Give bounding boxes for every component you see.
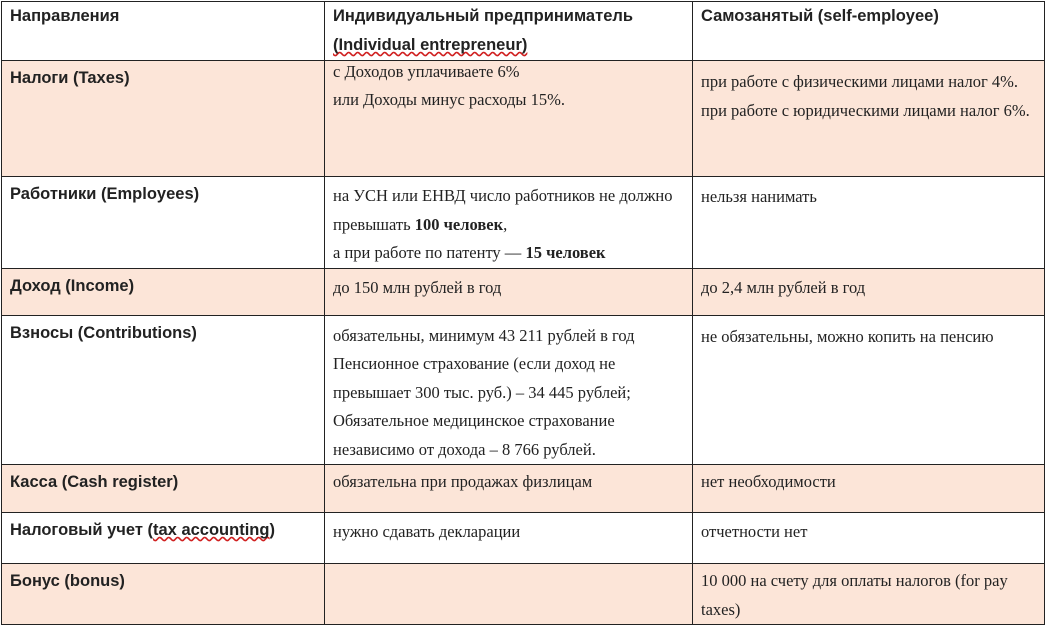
row-taxes-name: Налоги (Taxes) xyxy=(2,61,325,177)
header-ip-subtitle: (Individual entrepreneur) xyxy=(333,36,528,54)
comparison-table xyxy=(1,1,1045,625)
row-bonus-ip xyxy=(325,564,693,625)
row-income-ip: до 150 млн рублей в год xyxy=(325,268,693,315)
contributions-ip-line: обязательны, минимум 43 211 рублей в год xyxy=(333,325,635,345)
header-directions: Направления xyxy=(2,2,325,61)
accounting-name-prefix: Налоговый учет ( xyxy=(10,521,154,539)
taxes-self-line: при работе с юридическими лицами налог 6%. xyxy=(701,100,1030,120)
taxes-ip-line: или Доходы минус расходы 15%. xyxy=(333,90,565,109)
header-ip-title: Индивидуальный предприниматель xyxy=(333,7,633,25)
employees-ip-bold: 15 человек xyxy=(525,243,606,262)
taxes-self-line: при работе с физическими лицами налог 4%. xyxy=(701,72,1019,91)
employees-ip-text: а при работе по патенту — xyxy=(333,243,526,262)
row-bonus xyxy=(2,564,1045,625)
row-contributions-self: не обязательны, можно копить на пенсию xyxy=(693,315,1045,465)
header-self-employed: Самозанятый (self-employee) xyxy=(693,2,1045,61)
row-employees-self: нельзя нанимать xyxy=(693,177,1045,269)
row-bonus-self: 10 000 на счету для оплаты налогов (for pay taxes) xyxy=(693,564,1045,625)
header-row xyxy=(2,2,1045,61)
row-employees-name: Работники (Employees) xyxy=(2,177,325,269)
accounting-name-wavy: tax accounting xyxy=(153,521,270,539)
row-cash-ip: обязательна при продажах физлицам xyxy=(325,465,693,513)
row-contributions-name: Взносы (Contributions) xyxy=(2,315,325,465)
row-employees xyxy=(2,177,1045,269)
row-accounting-name xyxy=(2,513,325,564)
employees-ip-text: , xyxy=(503,214,508,234)
row-cash-self: нет необходимости xyxy=(693,465,1045,513)
row-income-name: Доход (Income) xyxy=(2,268,325,315)
row-taxes xyxy=(2,61,1045,177)
employees-ip-bold: 100 человек xyxy=(414,214,504,234)
row-contributions xyxy=(2,315,1045,465)
header-individual-entrepreneur xyxy=(325,2,693,61)
row-taxes-ip xyxy=(325,61,693,177)
taxes-ip-line: с Доходов уплачиваете 6% xyxy=(333,62,520,81)
row-accounting-self: отчетности нет xyxy=(693,513,1045,564)
row-employees-ip xyxy=(325,177,693,269)
accounting-name-suffix: ) xyxy=(269,521,275,539)
row-bonus-name: Бонус (bonus) xyxy=(2,564,325,625)
row-cash-register xyxy=(2,465,1045,513)
row-income xyxy=(2,268,1045,315)
row-tax-accounting xyxy=(2,513,1045,564)
row-contributions-ip xyxy=(325,315,693,465)
employees-ip-text: на УСН или ЕНВД число работников не должно превышать xyxy=(333,186,673,234)
contributions-ip-line: Пенсионное страхование (если доход не превышает 300 тыс. руб.) – 34 445 рублей; xyxy=(333,354,631,402)
row-accounting-ip: нужно сдавать декларации xyxy=(325,513,693,564)
contributions-ip-line: Обязательное медицинское страхование независимо от дохода – 8 766 рублей. xyxy=(333,411,615,459)
row-cash-name: Касса (Cash register) xyxy=(2,465,325,513)
row-income-self: до 2,4 млн рублей в год xyxy=(693,268,1045,315)
row-taxes-self xyxy=(693,61,1045,177)
